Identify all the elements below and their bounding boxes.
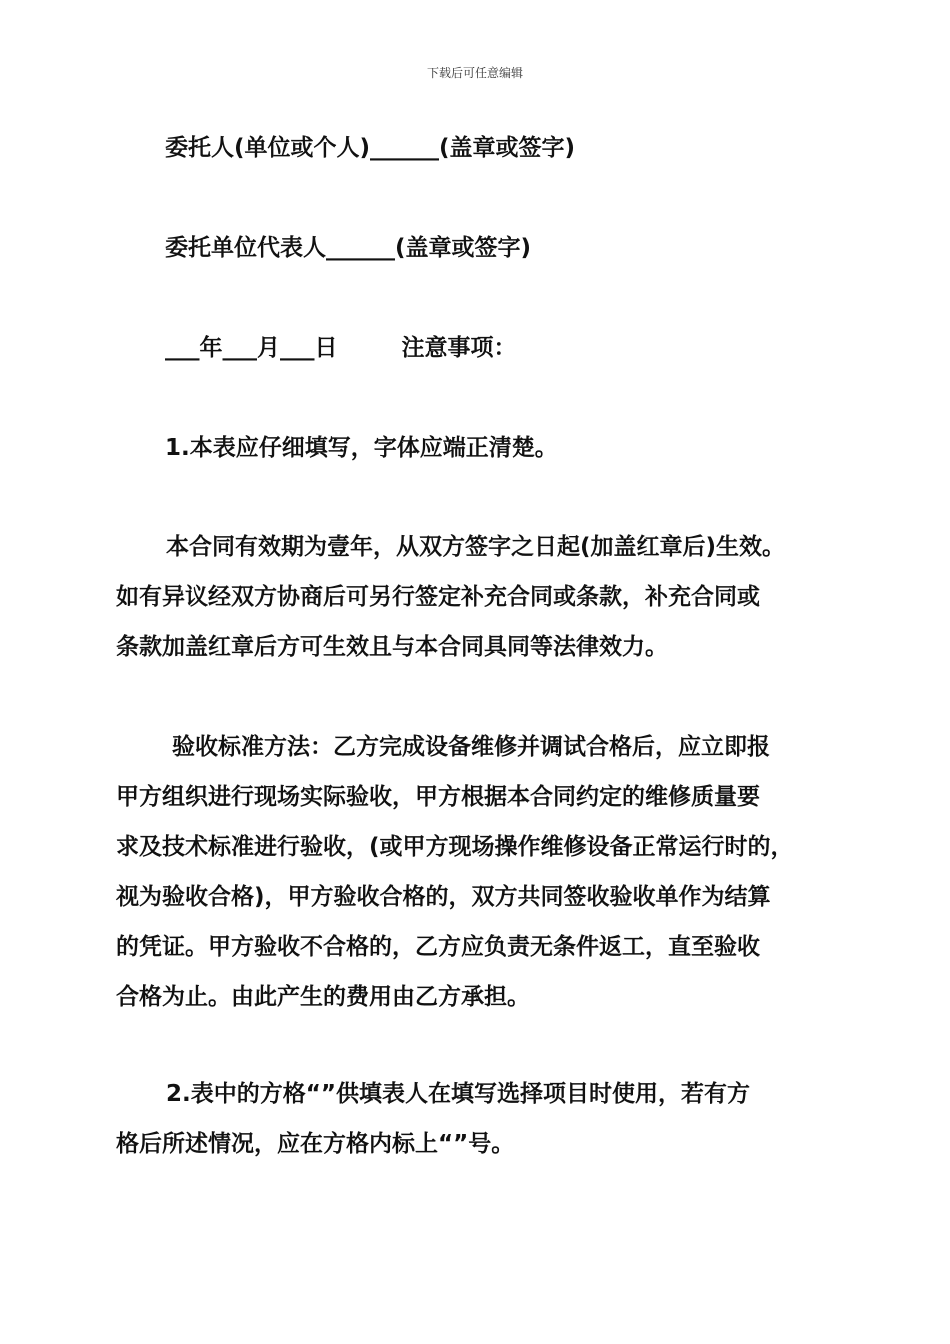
validity-line: 如有异议经双方协商后可另行签定补充合同或条款，补充合同或: [116, 584, 760, 610]
representative-signature-line: 委托单位代表人______(盖章或签字): [165, 235, 532, 261]
validity-line: 本合同有效期为壹年，从双方签字之日起(加盖红章后)生效。: [166, 534, 786, 560]
date-and-notes-heading: ___年___月___日 注意事项：: [165, 335, 517, 361]
acceptance-line: 求及技术标准进行验收，(或甲方现场操作维修设备正常运行时的，: [116, 834, 794, 860]
acceptance-line: 甲方组织进行现场实际验收，甲方根据本合同约定的维修质量要: [116, 784, 760, 810]
note-item-2-line: 格后所述情况，应在方格内标上“”号。: [116, 1131, 515, 1157]
acceptance-line: 合格为止。由此产生的费用由乙方承担。: [116, 984, 530, 1010]
note-item-2-line: 2.表中的方格“”供填表人在填写选择项目时使用，若有方: [166, 1081, 750, 1107]
note-item-2-paragraph: [116, 1069, 846, 1169]
validity-paragraph: [116, 522, 846, 672]
client-signature-line: 委托人(单位或个人)______(盖章或签字): [165, 135, 576, 161]
acceptance-paragraph: [116, 722, 846, 1022]
acceptance-line: 的凭证。甲方验收不合格的，乙方应负责无条件返工，直至验收: [116, 934, 760, 960]
validity-line: 条款加盖红章后方可生效且与本合同具同等法律效力。: [116, 634, 668, 660]
acceptance-line: 视为验收合格)，甲方验收合格的，双方共同签收验收单作为结算: [116, 884, 771, 910]
acceptance-line: 验收标准方法：乙方完成设备维修并调试合格后，应立即报: [172, 734, 770, 760]
note-item-1: 1.本表应仔细填写，字体应端正清楚。: [165, 435, 558, 461]
page-header-note: 下载后可任意编辑: [426, 66, 523, 80]
